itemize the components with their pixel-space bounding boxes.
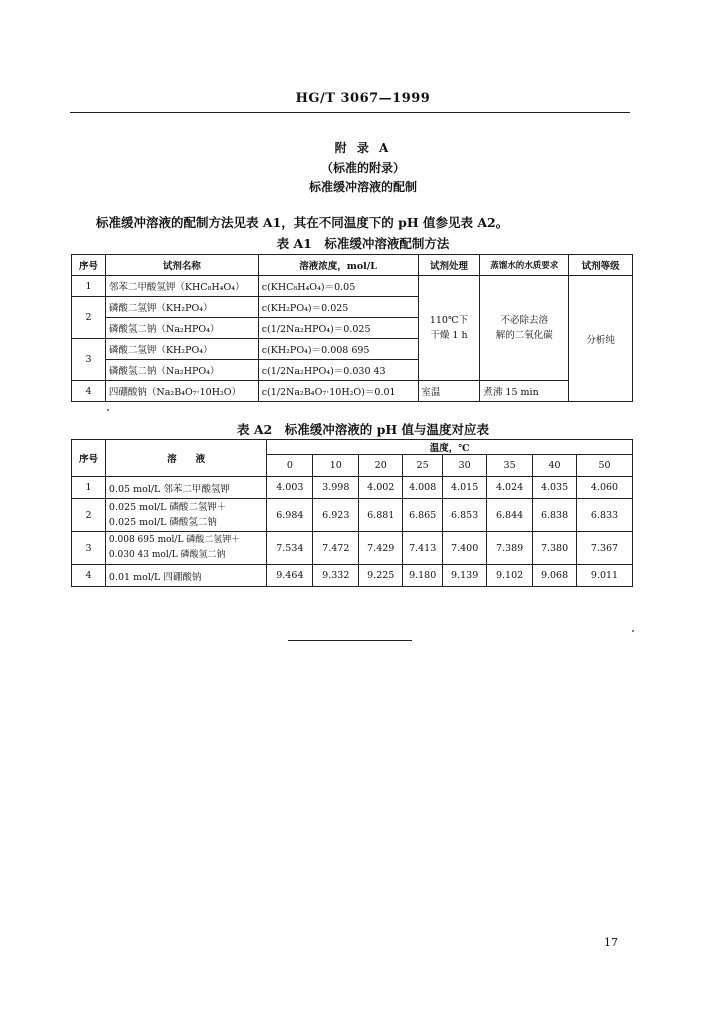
ph-value: 7.389: [487, 532, 533, 565]
row-number: 4: [72, 565, 106, 587]
table-row: [72, 499, 633, 532]
table-a1-header: 序号: [72, 255, 106, 276]
ph-value: 6.844: [487, 499, 533, 532]
concentration: c(KH₂PO₄)＝0.008 695: [258, 339, 418, 360]
solution-line: 0.025 mol/L 磷酸氢二钠: [108, 517, 217, 528]
annex-title: 附 录 A: [334, 141, 392, 155]
table-row: [72, 276, 633, 297]
ph-value: 9.332: [313, 565, 359, 587]
solution-name: [105, 499, 266, 532]
speck-mark: [107, 409, 109, 411]
reagent-name: 邻苯二甲酸氢钾（KHC₈H₄O₄）: [105, 276, 258, 297]
row-number: 3: [72, 532, 106, 565]
table-a1-caption: 表 A1 标准缓冲溶液配制方法: [276, 236, 450, 251]
ph-value: 6.833: [577, 499, 633, 532]
treatment-cell: 室温: [418, 381, 480, 402]
ph-value: 4.060: [577, 477, 633, 499]
reagent-grade: 分析纯: [569, 276, 633, 402]
ph-value: 9.102: [487, 565, 533, 587]
ph-value: 7.413: [403, 532, 443, 565]
concentration: c(KHC₈H₄O₄)＝0.05: [258, 276, 418, 297]
concentration: c(1/2Na₂HPO₄)＝0.030 43: [258, 360, 418, 381]
reagent-name: 磷酸氢二钠（Na₂HPO₄）: [105, 360, 258, 381]
concentration: c(1/2Na₂HPO₄)＝0.025: [258, 318, 418, 339]
solution-name: 0.05 mol/L 邻苯二甲酸氢钾: [105, 477, 266, 499]
annex-heading: 标准缓冲溶液的配制: [308, 180, 417, 194]
temperature-header: 40: [533, 455, 577, 477]
table-a1-header: 试剂名称: [105, 255, 258, 276]
solution-line: 0.008 695 mol/L 磷酸二氢钾＋: [108, 535, 241, 545]
ph-value: 6.838: [533, 499, 577, 532]
ph-value: 3.998: [313, 477, 359, 499]
table-a2-header: 序号: [72, 440, 106, 477]
row-number: 2: [72, 499, 106, 532]
concentration: c(KH₂PO₄)＝0.025: [258, 297, 418, 318]
ph-value: 9.225: [359, 565, 403, 587]
table-row: [72, 381, 633, 402]
row-number: 1: [72, 276, 106, 297]
table-a1-header: 试剂处理: [418, 255, 480, 276]
ph-value: 4.035: [533, 477, 577, 499]
ph-value: 6.984: [267, 499, 313, 532]
row-number: 2: [72, 297, 106, 339]
table-a1-header: 溶液浓度，mol/L: [258, 255, 418, 276]
ph-value: 9.180: [403, 565, 443, 587]
table-a1-header-row: [72, 255, 633, 276]
temperature-header: 30: [443, 455, 487, 477]
table-a1-header: 蒸馏水的水质要求: [480, 255, 569, 276]
solution-name: 0.01 mol/L 四硼酸钠: [105, 565, 266, 587]
ph-value: 4.003: [267, 477, 313, 499]
table-a2-header: 溶 液: [105, 440, 266, 477]
header-rule: [70, 112, 630, 113]
standard-code: HG/T 3067—1999: [295, 91, 431, 106]
ph-value: 7.400: [443, 532, 487, 565]
temperature-header: 10: [313, 455, 359, 477]
row-number: 4: [72, 381, 106, 402]
reagent-name: 磷酸二氢钾（KH₂PO₄）: [105, 339, 258, 360]
table-a2: [71, 439, 633, 587]
solution-line: 0.030 43 mol/L 磷酸氢二钠: [108, 550, 226, 560]
ph-value: 4.024: [487, 477, 533, 499]
page-number: 17: [604, 936, 618, 949]
ph-value: 7.367: [577, 532, 633, 565]
ph-value: 4.002: [359, 477, 403, 499]
temperature-header: 35: [487, 455, 533, 477]
ph-value: 6.853: [443, 499, 487, 532]
ph-value: 7.534: [267, 532, 313, 565]
reagent-name: 磷酸二氢钾（KH₂PO₄）: [105, 297, 258, 318]
temperature-header: 50: [577, 455, 633, 477]
ph-value: 4.008: [403, 477, 443, 499]
treatment-line: 干燥 1 h: [430, 330, 468, 341]
ph-value: 9.139: [443, 565, 487, 587]
table-row: [72, 477, 633, 499]
concentration: c(1/2Na₂B₄O₇·10H₂O)＝0.01: [258, 381, 418, 402]
water-requirement-line: 解的二氧化碳: [495, 330, 553, 341]
end-rule: [288, 640, 412, 641]
ph-value: 7.472: [313, 532, 359, 565]
table-a2-caption: 表 A2 标准缓冲溶液的 pH 值与温度对应表: [236, 422, 489, 437]
row-number: 3: [72, 339, 106, 381]
temperature-header: 20: [359, 455, 403, 477]
speck-mark: [632, 630, 634, 632]
ph-value: 6.881: [359, 499, 403, 532]
treatment-line: 110℃下: [429, 315, 469, 326]
ph-value: 7.429: [359, 532, 403, 565]
reagent-name: 磷酸氢二钠（Na₂HPO₄）: [105, 318, 258, 339]
table-row: [72, 532, 633, 565]
ph-value: 9.011: [577, 565, 633, 587]
table-a1-header: 试剂等级: [569, 255, 633, 276]
water-requirement-line: 不必除去溶: [500, 315, 549, 326]
row-number: 1: [72, 477, 106, 499]
water-requirement-cell: [480, 276, 569, 381]
temperature-header: 25: [403, 455, 443, 477]
temperature-header: 0: [267, 455, 313, 477]
ph-value: 4.015: [443, 477, 487, 499]
ph-value: 9.068: [533, 565, 577, 587]
annex-subtitle: （标准的附录）: [320, 161, 405, 175]
table-row: [72, 565, 633, 587]
ph-value: 9.464: [267, 565, 313, 587]
intro-paragraph: 标准缓冲溶液的配制方法见表 A1，其在不同温度下的 pH 值参见表 A2。: [96, 215, 509, 230]
water-requirement-cell: 煮沸 15 min: [480, 381, 569, 402]
reagent-name: 四硼酸钠（Na₂B₄O₇·10H₂O）: [105, 381, 258, 402]
solution-name: [105, 532, 266, 565]
ph-value: 6.923: [313, 499, 359, 532]
table-a2-header: 温度，℃: [267, 440, 633, 455]
ph-value: 7.380: [533, 532, 577, 565]
table-a2-header-row: [72, 440, 633, 455]
table-a1: [71, 254, 633, 402]
solution-line: 0.025 mol/L 磷酸二氢钾＋: [108, 502, 227, 513]
ph-value: 6.865: [403, 499, 443, 532]
treatment-cell: [418, 276, 480, 381]
